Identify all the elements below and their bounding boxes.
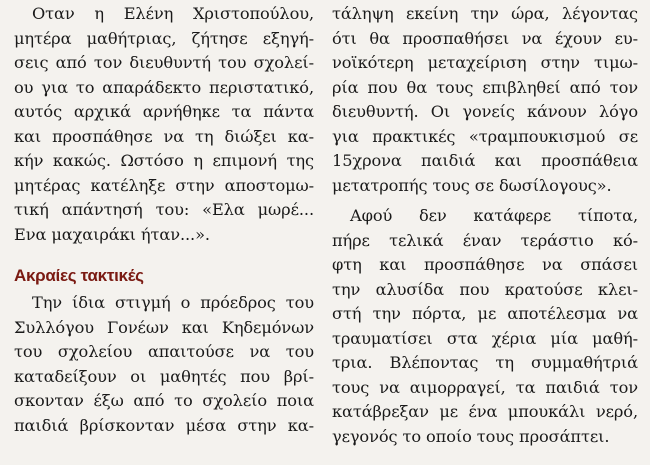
text-line: φτη και προσπάθησε να σπάσει xyxy=(332,255,638,274)
text-line: αυτός αρχικά αρνήθηκε τα πάντα xyxy=(14,102,314,121)
text-line: μητέρα μαθήτριας, ζήτησε εξηγή- xyxy=(14,28,314,48)
paragraph-chain-cutter xyxy=(332,204,638,449)
subheading: Ακραίες τακτικές xyxy=(14,266,144,285)
text-line: Συλλόγου Γονέων και Κηδεμόνων xyxy=(14,317,314,337)
paragraph-occupation xyxy=(332,2,638,198)
text-line: σκονταν έξω από το σχολείο ποια xyxy=(14,391,314,410)
text-line: τους να αιμορραγεί, τα παιδιά τον xyxy=(332,377,638,397)
text-line: νοϊκότερη μεταχείριση στην τιμω- xyxy=(332,53,638,72)
text-line: τική απάντησή του: «Ελα μωρέ... xyxy=(14,200,314,219)
text-line: ου για το απαράδεκτο περιστατικό, xyxy=(14,77,314,97)
text-line: τάληψη εκείνη την ώρα, λέγοντας xyxy=(332,4,638,23)
spacer xyxy=(14,247,314,261)
text-line: καταδείξουν οι μαθητές που βρί- xyxy=(14,366,314,386)
text-line: και προσπάθησε να τη διώξει κα- xyxy=(14,126,314,146)
text-line: διευθυντή. Οι γονείς κάνουν λόγο xyxy=(332,102,638,121)
paragraph-parents-president xyxy=(14,291,314,438)
right-column xyxy=(332,2,638,449)
text-line: Την ίδια στιγμή ο πρόεδρος του xyxy=(32,293,314,312)
text-line: στή την πόρτα, με αποτέλεσμα να xyxy=(332,304,638,323)
text-line: σεις από τον διευθυντή του σχολεί- xyxy=(14,53,314,72)
text-line: Αφού δεν κατάφερε τίποτα, xyxy=(350,206,638,225)
text-line: ρία που θα τους επιβληθεί από τον xyxy=(332,77,638,97)
text-line: Ενα μαχαιράκι ήταν...». xyxy=(14,224,210,244)
text-line: τραυματίσει στα χέρια μία μαθή- xyxy=(332,328,638,348)
text-line: κατάβρεξαν με ένα μπουκάλι νερό, xyxy=(332,402,638,421)
text-line: κήν κακώς. Ωστόσο η επιμονή της xyxy=(14,151,314,170)
text-line: μητέρας κατέληξε στην αποστομω- xyxy=(14,175,314,195)
paragraph-mother-complaint xyxy=(14,2,314,247)
text-line: τρια. Βλέποντας τη συμμαθήτριά xyxy=(332,353,638,372)
left-column xyxy=(14,2,314,438)
text-line: Οταν η Ελένη Χριστοπούλου, xyxy=(32,4,314,23)
text-line: πήρε τελικά έναν τεράστιο κό- xyxy=(332,230,638,250)
text-line: για πρακτικές «τραμπουκισμού σε xyxy=(332,126,638,146)
text-line: μετατροπής τους σε δωσίλογους». xyxy=(332,175,612,195)
text-line: την αλυσίδα που κρατούσε κλει- xyxy=(332,279,638,299)
text-line: παιδιά βρίσκονταν μέσα στην κα- xyxy=(14,415,314,435)
text-line: γεγονός το οποίο τους προσάπτει. xyxy=(332,426,610,446)
text-line: του σχολείου απαιτούσε να του xyxy=(14,342,314,361)
text-line: 15χρονα παιδιά και προσπάθεια xyxy=(332,151,638,170)
text-line: ότι θα προσπαθήσει να έχουν ευ- xyxy=(332,28,638,48)
